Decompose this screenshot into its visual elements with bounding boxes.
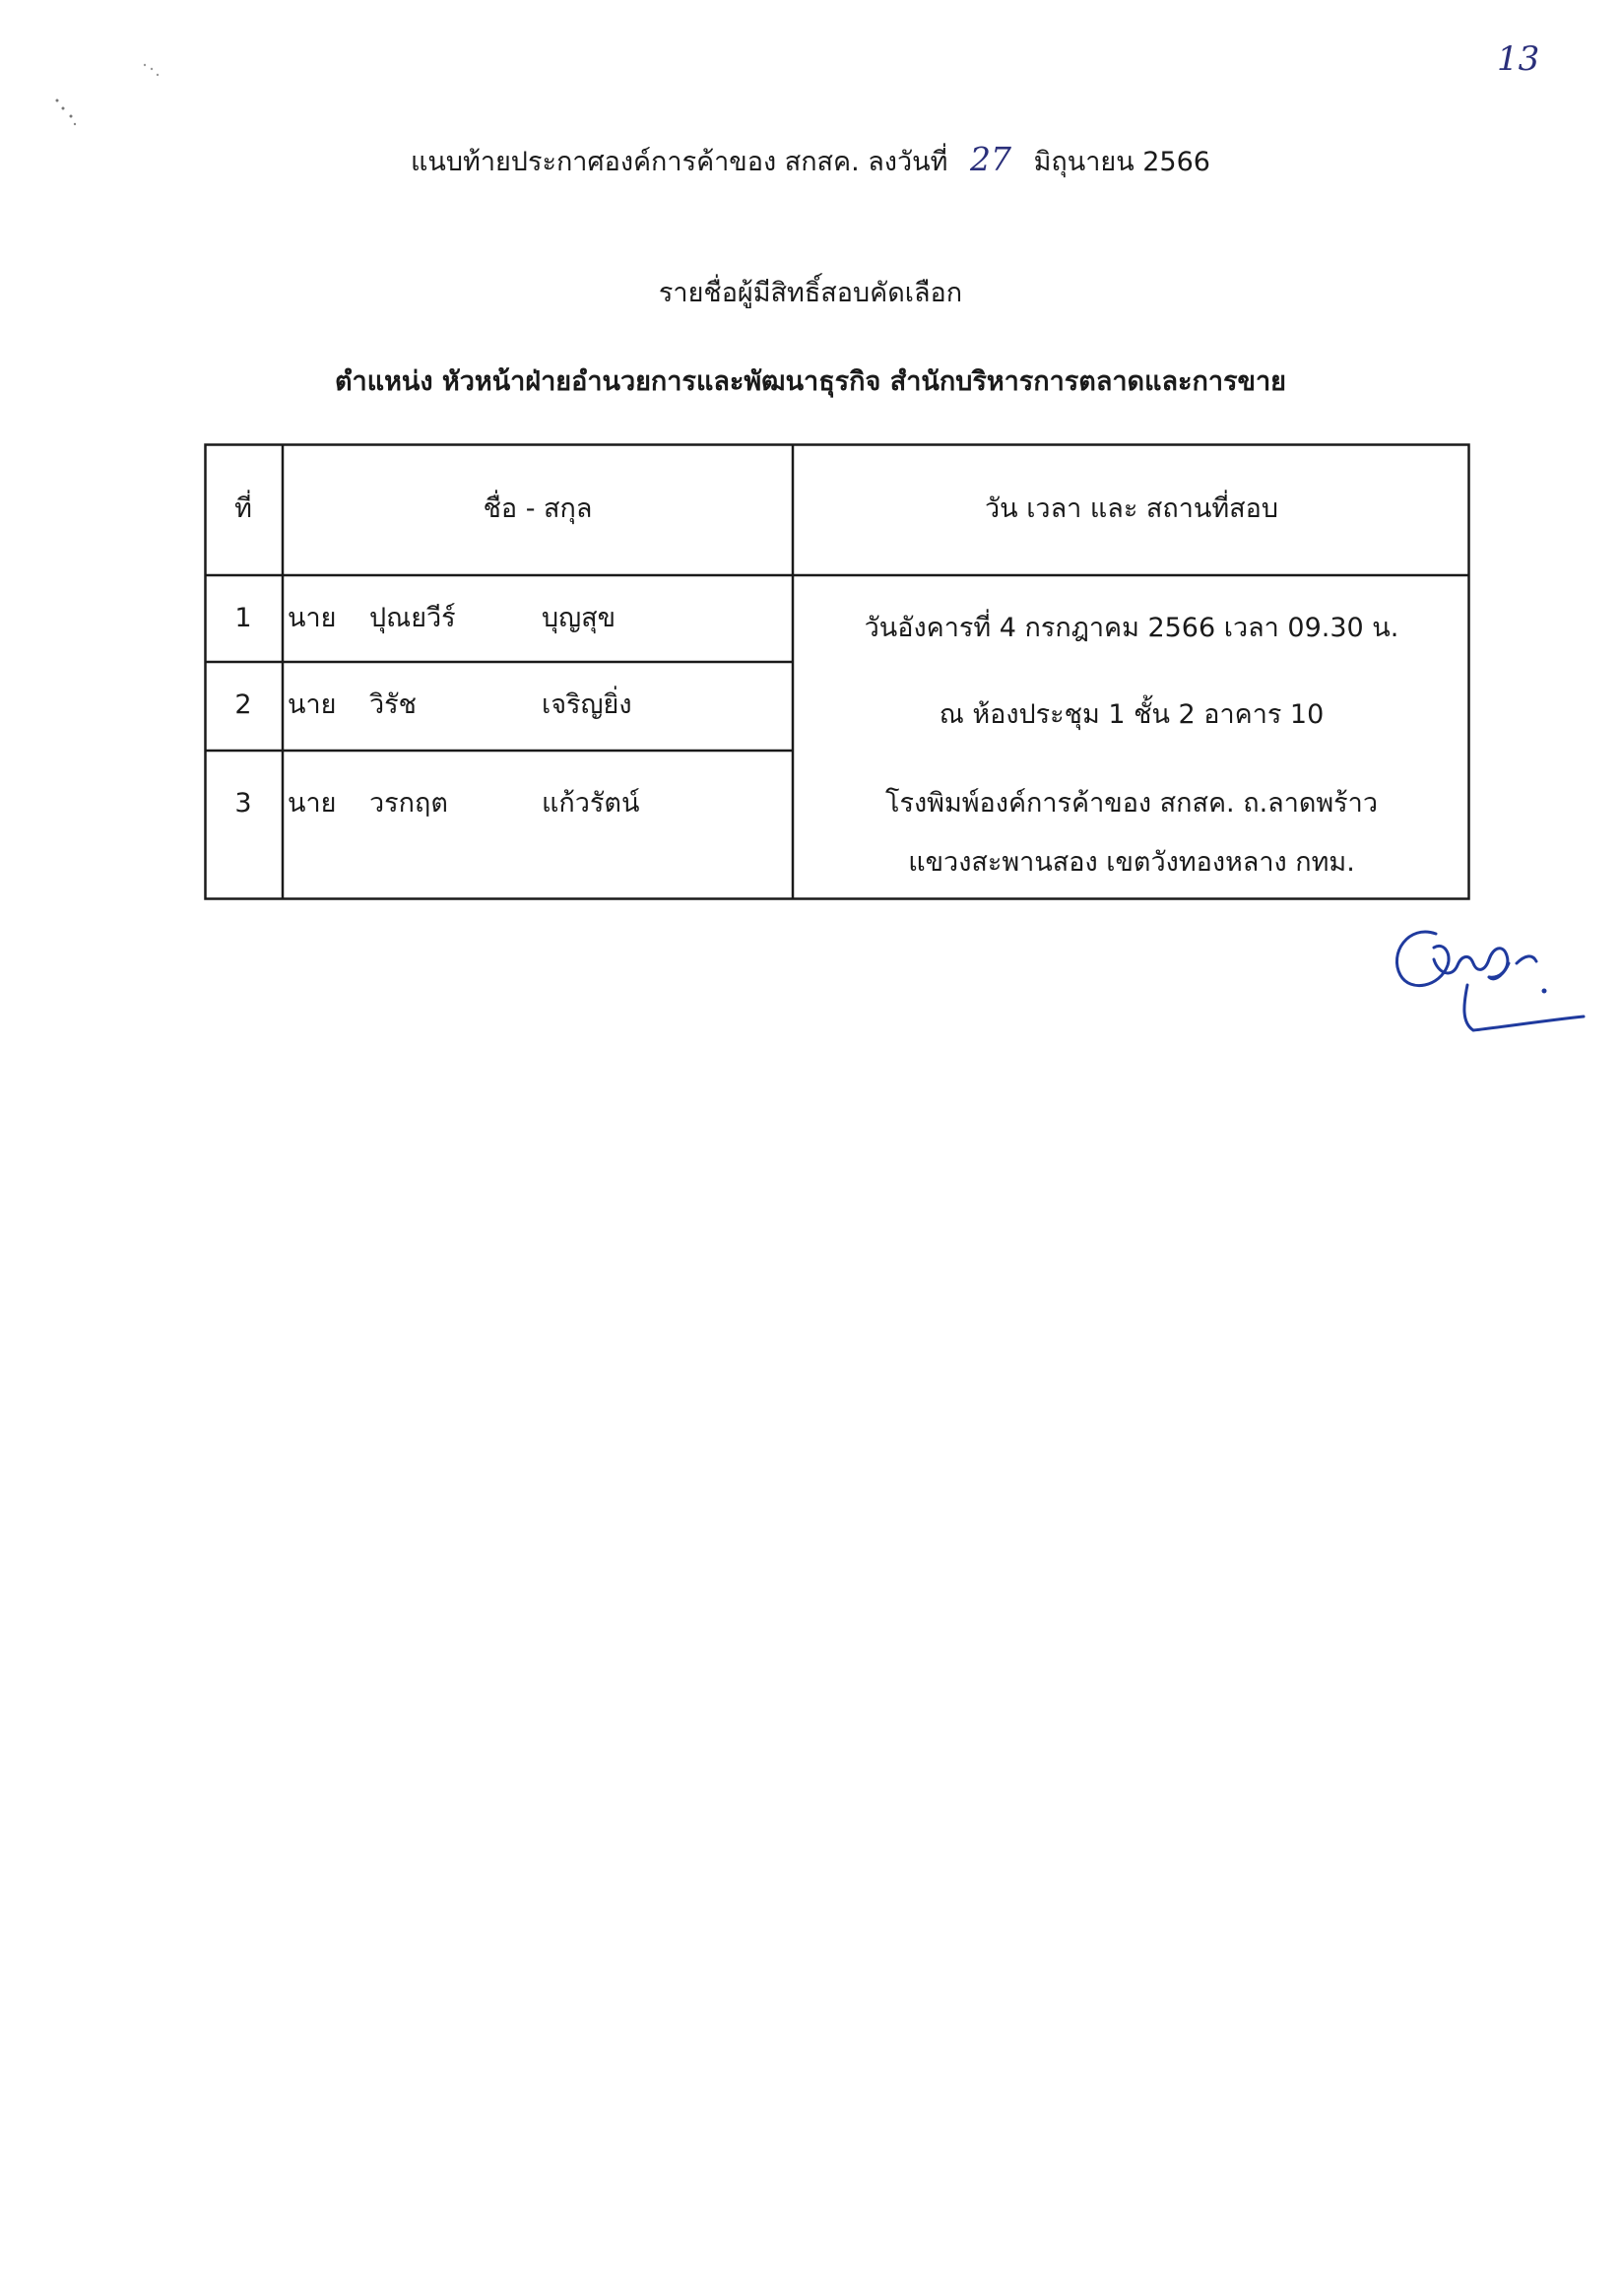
row-3-first-name: วรกฤต — [369, 788, 448, 819]
row-1-no: 1 — [234, 603, 252, 633]
schedule-date-time: วันอังคารที่ 4 กรกฎาคม 2566 เวลา 09.30 น. — [864, 613, 1399, 643]
row-2-last-name: เจริญยิ่ง — [542, 689, 632, 720]
row-2-title: นาย — [288, 689, 337, 720]
row-2-first-name: วิรัช — [369, 689, 417, 720]
header-name: ชื่อ - สกุล — [483, 493, 593, 524]
position-title: ตำแหน่ง หัวหน้าฝ่ายอำนวยการและพัฒนาธุรกิจ สำนักบริหารการตลาดและการขาย — [335, 366, 1286, 397]
annex-header — [0, 140, 1621, 182]
header-schedule: วัน เวลา และ สถานที่สอบ — [985, 493, 1278, 524]
handwritten-date-day: 27 — [970, 140, 1012, 178]
schedule-address: แขวงสะพานสอง เขตวังทองหลาง กทม. — [908, 847, 1355, 878]
page-number: 13 — [1497, 39, 1540, 79]
candidate-table — [204, 443, 1470, 900]
row-1-title: นาย — [288, 603, 337, 633]
schedule-building: โรงพิมพ์องค์การค้าของ สกสค. ถ.ลาดพร้าว — [884, 788, 1379, 819]
row-3-title: นาย — [288, 788, 337, 819]
row-1-last-name: บุญสุข — [542, 603, 616, 633]
scan-specks — [49, 49, 177, 138]
row-2-no: 2 — [234, 689, 252, 720]
row-1-first-name: ปุณยวีร์ — [369, 603, 456, 633]
header-no: ที่ — [234, 493, 252, 524]
schedule-room: ณ ห้องประชุม 1 ชั้น 2 อาคาร 10 — [939, 699, 1325, 730]
annex-header-prefix: แนบท้ายประกาศองค์การค้าของ สกสค. ลงวันที่ — [411, 147, 948, 177]
row-3-last-name: แก้วรัตน์ — [542, 788, 640, 819]
list-subtitle: รายชื่อผู้มีสิทธิ์สอบคัดเลือก — [658, 278, 963, 308]
annex-header-month-year: มิถุนายน 2566 — [1033, 147, 1210, 177]
row-3-no: 3 — [234, 788, 252, 819]
handwritten-signature — [1379, 914, 1586, 1052]
